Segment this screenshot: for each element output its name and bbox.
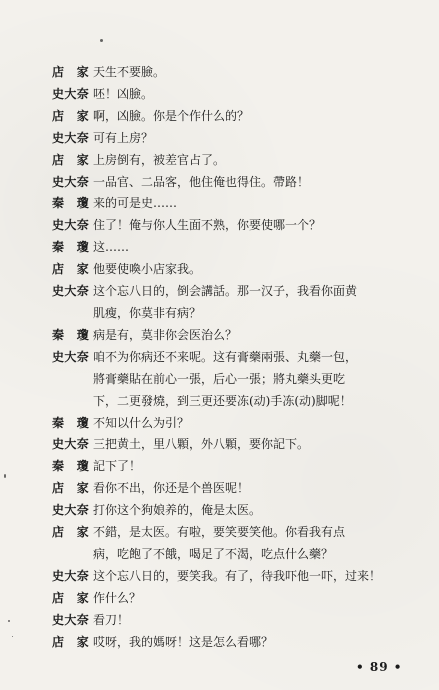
script-line <box>52 172 422 194</box>
script-line <box>52 84 422 106</box>
speech-text: 一品官、二品客，他住俺也得住。帶路！ <box>93 174 310 189</box>
scan-speck <box>4 474 6 478</box>
speaker-name: 史大奈 <box>52 349 90 364</box>
script-line <box>52 347 422 369</box>
speaker-name: 史大奈 <box>52 218 90 233</box>
script-line <box>52 544 422 566</box>
speaker-name: 店 家 <box>52 152 90 167</box>
script-line <box>52 281 422 303</box>
speaker-name: 史大奈 <box>52 86 90 101</box>
script-line <box>52 610 422 632</box>
scan-speck <box>100 39 103 42</box>
speech-text: 看你不出，你还是个兽医呢！ <box>93 481 250 496</box>
speech-text: 他要使喚小店家我。 <box>93 262 202 277</box>
script-line <box>52 500 422 522</box>
speaker-name: 店 家 <box>52 525 90 540</box>
speech-text: 病，吃飽了不餓，喝足了不渴，吃点什么藥？ <box>93 546 334 561</box>
speech-text: 来的可是史…… <box>93 196 178 211</box>
speaker-name: 史大奈 <box>52 174 90 189</box>
speaker-name: 秦 瓊 <box>52 327 90 342</box>
scan-speck <box>8 620 10 622</box>
speech-text: 呸！凶臉。 <box>93 86 154 101</box>
speaker-name: 店 家 <box>52 590 90 605</box>
speaker-name: 店 家 <box>52 481 90 496</box>
speech-text: 这个忘八日的，倒会講話。那一汉子，我看你面黄 <box>93 284 358 299</box>
speaker-name: 店 家 <box>52 262 90 277</box>
script-line <box>52 434 422 456</box>
script-line <box>52 128 422 150</box>
scan-speck <box>12 636 13 637</box>
speech-text: 下，二更發燒，到三更还要冻(动)手冻(动)脚呢！ <box>93 393 352 408</box>
speech-text: 天生不要臉。 <box>93 65 166 79</box>
speech-text: 病是有，莫非你会医治么？ <box>93 327 238 342</box>
speech-text: 肌瘦，你莫非有病？ <box>93 305 202 320</box>
script-line <box>52 369 422 391</box>
speech-text: 不知以什么为引？ <box>93 415 190 430</box>
script-line <box>52 325 422 347</box>
speaker-name: 史大奈 <box>52 284 90 299</box>
speech-text: 可有上房？ <box>93 130 154 145</box>
speech-text: 將膏藥貼在前心一張，后心一張；將丸藥头更吃 <box>93 371 346 386</box>
script-line <box>52 62 422 84</box>
script-line <box>52 413 422 435</box>
speaker-name: 秦 瓊 <box>52 240 90 255</box>
speech-text: 住了！俺与你人生面不熟，你要使哪一个？ <box>93 218 322 233</box>
script-line <box>52 237 422 259</box>
speech-text: 記下了！ <box>93 459 142 474</box>
speech-text: 三把黄土，里八顆，外八顆，要你記下。 <box>93 437 310 452</box>
speaker-name: 秦 瓊 <box>52 459 90 474</box>
speaker-name: 史大奈 <box>52 130 90 145</box>
speech-text: 这…… <box>93 240 130 255</box>
speaker-name: 店 家 <box>52 108 90 123</box>
speech-text: 看刀！ <box>93 612 130 627</box>
dialogue-script <box>52 62 422 653</box>
script-line <box>52 106 422 128</box>
script-line <box>52 150 422 172</box>
speaker-name: 秦 瓊 <box>52 415 90 430</box>
page-number: • 89 • <box>356 660 403 674</box>
speaker-name: 史大奈 <box>52 568 90 583</box>
speech-text: 上房倒有，被差官占了。 <box>93 152 226 167</box>
script-line <box>52 193 422 215</box>
script-line <box>52 303 422 325</box>
script-line <box>52 259 422 281</box>
speech-text: 作什么？ <box>93 590 142 605</box>
speaker-name: 店 家 <box>52 65 90 79</box>
script-line <box>52 588 422 610</box>
speaker-name: 店 家 <box>52 634 90 649</box>
script-line <box>52 478 422 500</box>
speech-text: 咱不为你病还不来呢。这有膏藥兩張、丸藥一包， <box>93 349 358 364</box>
script-line <box>52 632 422 654</box>
script-line <box>52 391 422 413</box>
script-line <box>52 456 422 478</box>
speech-text: 哎呀，我的媽呀！这是怎么看哪？ <box>93 634 274 649</box>
speaker-name: 史大奈 <box>52 612 90 627</box>
speech-text: 打你这个狗娘养的，俺是太医。 <box>93 503 262 518</box>
speaker-name: 史大奈 <box>52 503 90 518</box>
speaker-name: 史大奈 <box>52 437 90 452</box>
speech-text: 不錯，是太医。有啦，要笑要笑他。你看我有点 <box>93 525 346 540</box>
script-line <box>52 215 422 237</box>
script-line <box>52 522 422 544</box>
speech-text: 这个忘八日的，要笑我。有了，待我吓他一吓，过来！ <box>93 568 382 583</box>
speaker-name: 秦 瓊 <box>52 196 90 211</box>
script-line <box>52 566 422 588</box>
speech-text: 啊，凶臉。你是个作什么的？ <box>93 108 250 123</box>
